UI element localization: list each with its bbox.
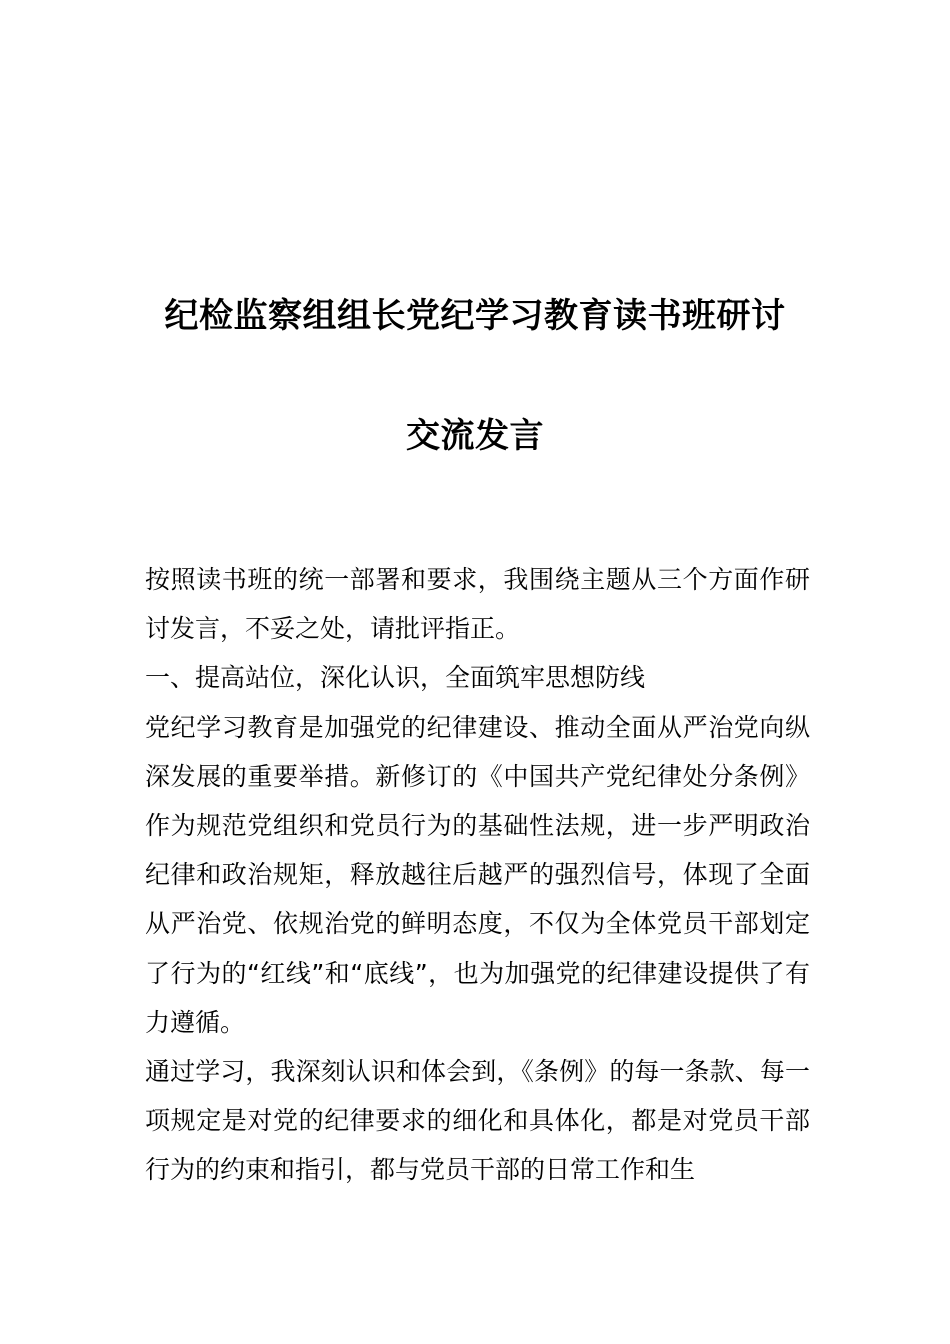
document-title-line-2: 交流发言	[406, 416, 544, 456]
document-body	[145, 555, 810, 1195]
section-heading-1: 一、提高站位，深化认识，全面筑牢思想防线	[145, 663, 646, 693]
document-title-line-1: 纪检监察组组长党纪学习教育读书班研讨	[164, 296, 786, 336]
paragraph-intro: 按照读书班的统一部署和要求，我围绕主题从三个方面作研讨发言，不妥之处，请批评指正。	[145, 565, 810, 644]
paragraph-body-2: 通过学习，我深刻认识和体会到，《条例》的每一条款、每一项规定是对党的纪律要求的细化和具体化，都是对党员干部行为的约束和指引，都与党员干部的日常工作和生	[145, 1057, 810, 1185]
paragraph-body-1: 党纪学习教育是加强党的纪律建设、推动全面从严治党向纵深发展的重要举措。新修订的《中国共产党纪律处分条例》作为规范党组织和党员行为的基础性法规，进一步严明政治纪律和政治规矩，释放越往后越严的强烈信号，体现了全面从严治党、依规治党的鲜明态度，不仅为全体党员干部划定了行为的“红线”和“底线”，也为加强党的纪律建设提供了有力遵循。	[145, 712, 810, 1037]
